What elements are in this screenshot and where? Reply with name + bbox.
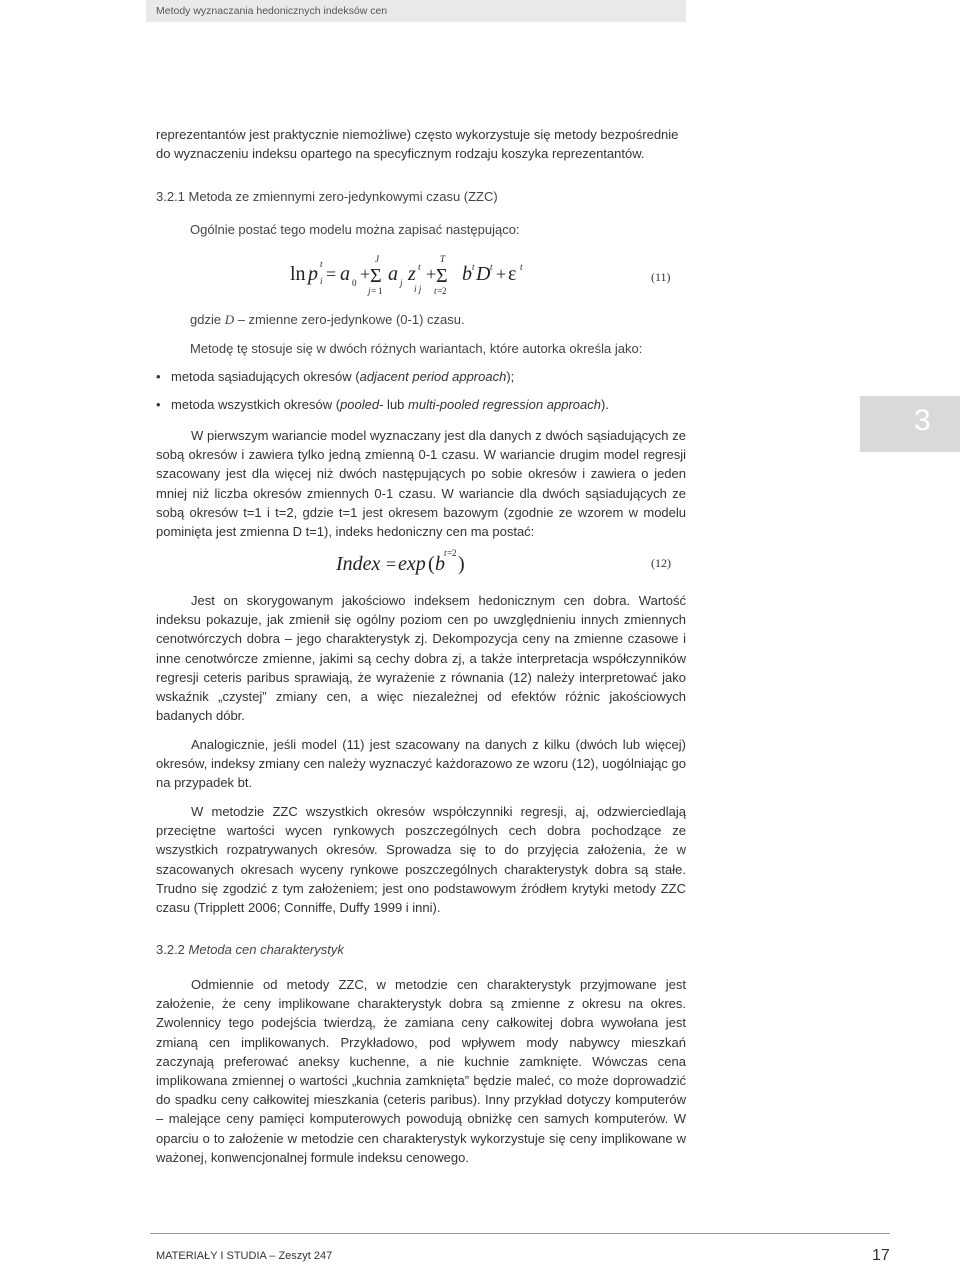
equation-11-formula — [290, 250, 590, 298]
paragraph-characteristics: Odmiennie od metody ZZC, w metodzie cen charakterystyk przyjmowane jest założenie, że ceny implikowane charakterystyk dobra są zmienne z okresu na okres. Zwolennicy tego podejścia twierdzą, że zamiana ceny całkowitej dobra wywołana jest zmianą cen implikowanych. Przykładowo, pod wpływem mody nabywcy mieszkań zaczynają preferować aneksy kuchenne, a nie kuchnie zamknięte. Wówczas cena implikowana zmiennej o wartości „kuchnia zamknięta” będzie maleć, co może doprowadzić do spadku ceny całkowitej mieszkania (ceteris paribus). Inny przykład dotyczy komputerów – malejące ceny pamięci komputerowych powodują obniżkę cen samych komputerów. W oparciu o to założenie w metodzie cen charakterystyk wykorzystuje się ceny implikowane w ważonej, konwencjonalnej formule indeksu cenowego. — [156, 977, 686, 1165]
chapter-tab — [860, 396, 960, 452]
svg-text:ln: ln — [290, 263, 306, 285]
where-prefix: gdzie — [190, 312, 225, 327]
svg-text:t: t — [320, 259, 323, 269]
bullet2-text-a: metoda wszystkich okresów ( — [171, 397, 341, 412]
bullet-dot: • — [156, 397, 161, 412]
svg-text:+: + — [426, 264, 437, 284]
bullet-adjacent — [156, 369, 514, 384]
bullet1-text-b: ); — [506, 369, 515, 384]
svg-text:j: j — [400, 278, 403, 288]
where-definition — [190, 312, 465, 328]
svg-text:t: t — [520, 262, 523, 272]
paragraph-analogous: Analogicznie, jeśli model (11) jest szacowany na danych z kilku (dwóch lub więcej) okresów, indeksy zmiany cen należy wyznaczyć każdorazowo ze wzoru (12), uogólniając go na przypadek bt. — [156, 737, 686, 791]
page-number: 17 — [872, 1247, 890, 1264]
svg-text:2: 2 — [442, 286, 447, 296]
svg-text:ε: ε — [508, 263, 517, 285]
running-title: Metody wyznaczania hedonicznych indeksów cen — [156, 5, 388, 17]
intro-line-2: do wyznaczeniu indeksu opartego na specyficznym rodzaju koszyka reprezentantów. — [156, 146, 645, 162]
svg-text:(: ( — [428, 553, 435, 575]
svg-text:j=: j= — [368, 286, 377, 296]
paragraph-variants: W pierwszym wariancie model wyznaczany jest dla danych z dwóch sąsiadujących ze sobą okresów i zawiera tylko jedną zmienną 0-1 czasu. W wariancie drugim model regresji szacowany jest dla więcej niż dwóch następujących po sobie okresów i zawiera o jeden mniej niż liczba okresów zmiennych 0-1 czasu. W wariancie dla dwóch sąsiadujących ze sobą okresów t=1 i t=2, gdzie t=1 jest okresem bazowym (zgodnie ze wzorem w modelu pominięta jest zmienna D t=1), indeks hedoniczny cen ma postać: — [156, 428, 686, 540]
bullet1-italic: adjacent period approach — [359, 369, 507, 384]
bullet2-italic-1: pooled — [340, 397, 380, 412]
bullet-pooled — [156, 397, 609, 412]
svg-text:t=: t= — [444, 548, 453, 558]
svg-text:a: a — [388, 263, 398, 285]
svg-text:i: i — [320, 276, 323, 286]
section-322-title: Metoda cen charakterystyk — [188, 942, 344, 957]
svg-text:i j: i j — [414, 284, 422, 294]
model-lead: Ogólnie postać tego modelu można zapisać następująco: — [190, 222, 520, 237]
bullet2-text-b: - lub — [379, 397, 409, 412]
chapter-number: 3 — [914, 404, 931, 437]
svg-text:p: p — [308, 263, 318, 285]
equation-11 — [290, 250, 630, 298]
svg-text:t: t — [418, 262, 421, 272]
svg-text:a: a — [340, 263, 350, 285]
equation-12-formula — [336, 544, 476, 578]
bullet-dot: • — [156, 369, 161, 384]
svg-text:J: J — [375, 254, 379, 264]
svg-text:D: D — [476, 263, 491, 285]
equation-11-number: (11) — [651, 270, 671, 284]
svg-text:t: t — [472, 262, 475, 272]
svg-text:z: z — [408, 263, 416, 285]
svg-text:Index: Index — [336, 553, 381, 575]
svg-text:=: = — [326, 264, 337, 284]
footer-series: MATERIAŁY I STUDIA – Zeszyt 247 — [156, 1250, 333, 1262]
svg-text:Σ: Σ — [370, 265, 382, 287]
svg-text:t: t — [490, 262, 493, 272]
svg-text:1: 1 — [378, 286, 383, 296]
where-variable: D — [224, 312, 235, 327]
svg-text:b: b — [435, 553, 445, 575]
intro-paragraph — [156, 125, 686, 163]
svg-text:): ) — [458, 553, 465, 575]
bullet1-text-a: metoda sąsiadujących okresów ( — [171, 369, 360, 384]
where-rest: – zmienne zero-jedynkowe (0-1) czasu. — [234, 312, 465, 327]
equation-12 — [336, 544, 476, 583]
svg-text:2: 2 — [452, 548, 457, 558]
intro-line-1: reprezentantów jest praktycznie niemożliwe) często wykorzystuje się metody bezpośrednie — [156, 127, 679, 142]
svg-text:exp: exp — [398, 553, 426, 575]
equation-12-number: (12) — [651, 556, 671, 570]
svg-text:t=: t= — [434, 286, 443, 296]
bullet2-italic-2: multi-pooled regression approach — [408, 397, 601, 412]
svg-text:b: b — [462, 263, 472, 285]
footer-rule — [150, 1233, 890, 1234]
section-heading-322 — [156, 942, 344, 957]
svg-text:0: 0 — [352, 278, 357, 288]
svg-text:T: T — [440, 254, 446, 264]
svg-text:Σ: Σ — [436, 265, 448, 287]
section-heading-321: 3.2.1 Metoda ze zmiennymi zero-jedynkowymi czasu (ZZC) — [156, 189, 498, 204]
paragraph-zzc-critique: W metodzie ZZC wszystkich okresów współczynniki regresji, aj, odzwierciedlają przeciętne wartości wycen rynkowych poszczególnych cech dobra pochodzące ze wszystkich rozpatrywanych okresów. Sprowadza się to do przyjęcia założenia, że w szacowanych okresach wyceny rynkowe poszczególnych charakterystyk dobra są stałe. Trudno się zgodzić z tym założeniem; jest ono podstawowym źródłem krytyki metody ZZC czasu (Tripplett 2006; Conniffe, Duffy 1999 i inni). — [156, 804, 686, 916]
svg-text:+: + — [360, 264, 371, 284]
bullet2-text-c: ). — [600, 397, 609, 412]
running-header — [146, 0, 686, 22]
paragraph-index-meaning: Jest on skorygowanym jakościowo indeksem hedonicznym cen dobra. Wartość indeksu pokazuje, jak zmienił się ogólny poziom cen po uwzględnieniu innych zmiennych cenotwórczych dobra – jego charakterystyk zj. Dekompozycja ceny na zmienne czasowe i inne cenotwórcze zmienne, jakimi są cechy dobra zj, a także interpretacja współczynników regresji ceteris paribus sprawiają, że wyrażenie z równania (12) należy interpretować jako wskaźnik „czystej” zmiany cen, a więc niezależnej od efektów różnic jakościowych badanych dóbr. — [156, 593, 686, 724]
variants-intro: Metodę tę stosuje się w dwóch różnych wariantach, które autorka określa jako: — [190, 341, 643, 356]
section-322-number: 3.2.2 — [156, 942, 189, 957]
svg-text:=: = — [386, 554, 397, 574]
svg-text:+: + — [496, 264, 507, 284]
